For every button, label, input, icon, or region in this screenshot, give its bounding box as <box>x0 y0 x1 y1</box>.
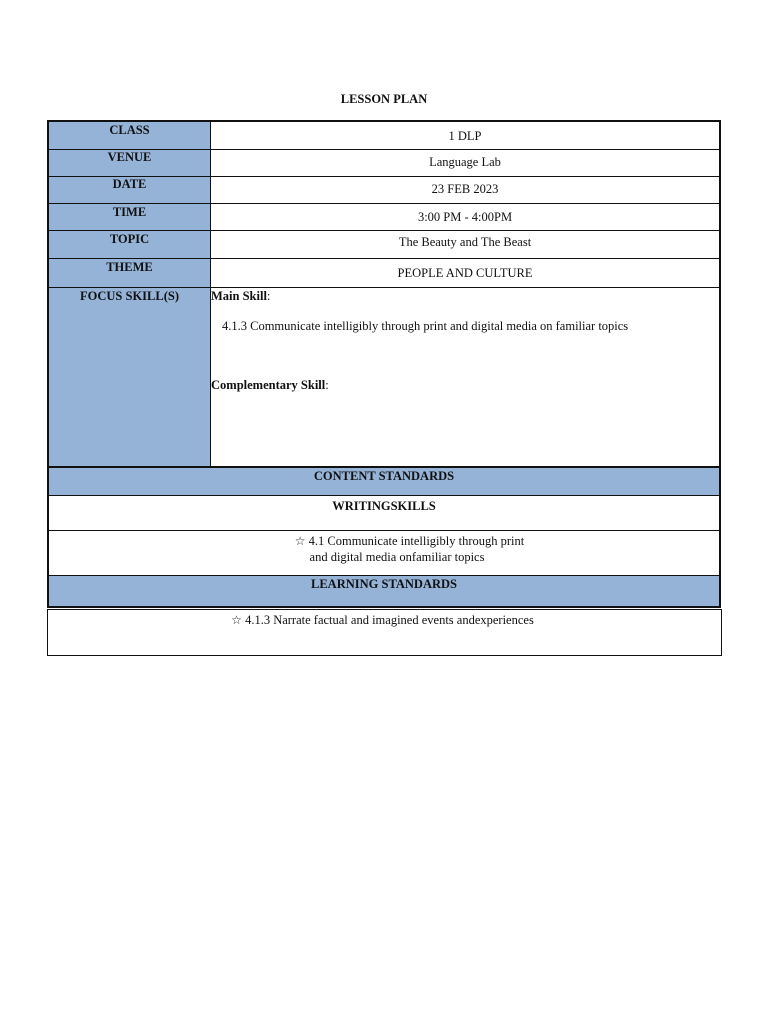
main-skill-colon: : <box>266 289 271 303</box>
venue-label: VENUE <box>49 150 211 177</box>
time-label: TIME <box>49 204 211 231</box>
learning-standard-item <box>47 609 722 656</box>
class-value: 1 DLP <box>211 122 719 150</box>
complementary-skill-line <box>211 378 329 393</box>
date-label: DATE <box>49 177 211 204</box>
topic-value: The Beauty and The Beast <box>211 231 719 259</box>
theme-label: THEME <box>49 259 211 288</box>
learning-standard-text: 4.1.3 Narrate factual and imagined events andexperiences <box>245 613 534 627</box>
content-standard-line2: and digital media onfamiliar topics <box>309 550 485 564</box>
main-skill-line <box>211 289 270 304</box>
complementary-skill-label: Complementary Skill <box>211 378 326 392</box>
content-standards-heading: CONTENT STANDARDS <box>49 468 719 496</box>
complementary-skill-colon: : <box>325 378 329 392</box>
writing-skills-heading: WRITINGSKILLS <box>49 496 719 531</box>
star-icon: ☆ <box>231 613 242 627</box>
venue-value: Language Lab <box>211 150 719 177</box>
topic-label: TOPIC <box>49 231 211 259</box>
star-icon: ☆ <box>294 534 306 548</box>
time-value: 3:00 PM - 4:00PM <box>211 204 719 231</box>
focus-skill-label: FOCUS SKILL(S) <box>49 288 211 466</box>
date-value: 23 FEB 2023 <box>211 177 719 204</box>
main-skill-label: Main Skill <box>211 289 267 303</box>
content-standard-line1 <box>49 533 719 549</box>
content-standard-text1: 4.1 Communicate intelligibly through print <box>308 534 525 548</box>
class-label: CLASS <box>49 122 211 150</box>
theme-value: PEOPLE AND CULTURE <box>211 259 719 288</box>
main-skill-text: 4.1.3 Communicate intelligibly through print and digital media on familiar topics <box>222 319 629 333</box>
focus-skill-content <box>211 288 719 466</box>
content-standard-item <box>49 531 719 576</box>
page-title: LESSON PLAN <box>340 92 428 106</box>
learning-standards-heading: LEARNING STANDARDS <box>49 576 719 606</box>
